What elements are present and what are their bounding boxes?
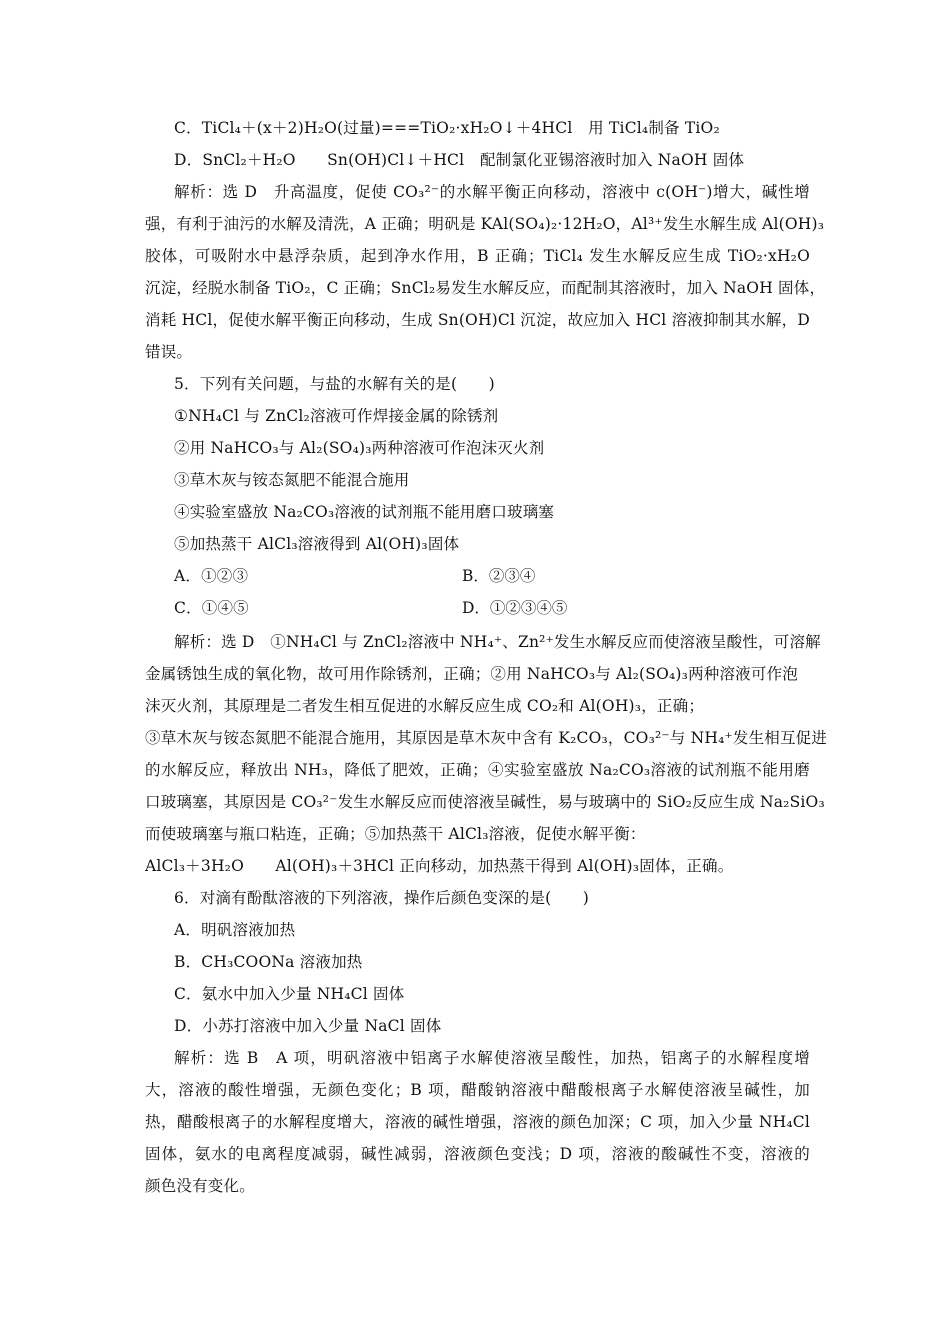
text-line: C．TiCl₄＋(x＋2)H₂O(过量)===TiO₂·xH₂O↓＋4HCl 用 TiCl₄制备 TiO₂ [174, 119, 720, 137]
text-line: 沫灭火剂，其原理是二者发生相互促进的水解反应生成 CO₂和 Al(OH)₃，正确； [145, 697, 705, 715]
text-line: ③草木灰与铵态氮肥不能混合施用 [174, 471, 410, 489]
text-line: 而使玻璃塞与瓶口粘连，正确；⑤加热蒸干 AlCl₃溶液，促使水解平衡： [145, 825, 646, 843]
text-line: 的水解反应，释放出 NH₃，降低了肥效，正确；④实验室盛放 Na₂CO₃溶液的试剂瓶不能用磨 [145, 761, 810, 779]
answer-option: A．①②③ [174, 567, 249, 585]
text-line: 解析：选 B A 项，明矾溶液中铝离子水解使溶液呈酸性，加热，铝离子的水解程度增 [174, 1049, 810, 1067]
text-line: 金属锈蚀生成的氧化物，故可用作除锈剂，正确；②用 NaHCO₃与 Al₂(SO₄)₃两种溶液可作泡 [145, 665, 798, 683]
text-line: ④实验室盛放 Na₂CO₃溶液的试剂瓶不能用磨口玻璃塞 [174, 503, 555, 521]
text-line: 解析：选 D ①NH₄Cl 与 ZnCl₂溶液中 NH₄⁺、Zn²⁺发生水解反应而使溶液呈酸性，可溶解 [174, 633, 821, 651]
text-line: 颜色没有变化。 [145, 1177, 255, 1195]
text-line: ②用 NaHCO₃与 Al₂(SO₄)₃两种溶液可作泡沫灭火剂 [174, 439, 545, 457]
text-line: A．明矾溶液加热 [174, 921, 296, 939]
text-line: D．SnCl₂＋H₂O Sn(OH)Cl↓＋HCl 配制氯化亚锡溶液时加入 NaOH 固体 [174, 151, 745, 169]
text-line: 口玻璃塞，其原因是 CO₃²⁻发生水解反应而使溶液呈碱性，易与玻璃中的 SiO₂反应生成 Na₂SiO₃ [145, 793, 825, 811]
text-line: 解析：选 D 升高温度，促使 CO₃²⁻的水解平衡正向移动，溶液中 c(OH⁻)增大，碱性增 [174, 183, 810, 201]
text-line: ⑤加热蒸干 AlCl₃溶液得到 Al(OH)₃固体 [174, 535, 460, 553]
answer-option: D．①②③④⑤ [462, 599, 568, 617]
text-line: 5．下列有关问题，与盐的水解有关的是( ) [174, 375, 495, 393]
text-line: ③草木灰与铵态氮肥不能混合施用，其原因是草木灰中含有 K₂CO₃，CO₃²⁻与 NH₄⁺发生相互促进 [145, 729, 828, 747]
text-line: 大，溶液的酸性增强，无颜色变化；B 项，醋酸钠溶液中醋酸根离子水解使溶液呈碱性，加 [145, 1081, 810, 1099]
text-line: 胶体，可吸附水中悬浮杂质，起到净水作用，B 正确；TiCl₄ 发生水解反应生成 TiO₂·xH₂O [145, 247, 810, 265]
answer-option: C．①④⑤ [174, 599, 249, 617]
text-line: 热，醋酸根离子的水解程度增大，溶液的碱性增强，溶液的颜色加深；C 项，加入少量 NH₄Cl [145, 1113, 810, 1131]
text-line: ①NH₄Cl 与 ZnCl₂溶液可作焊接金属的除锈剂 [174, 407, 499, 425]
text-line: 6．对滴有酚酞溶液的下列溶液，操作后颜色变深的是( ) [174, 889, 590, 907]
text-line: D．小苏打溶液中加入少量 NaCl 固体 [174, 1017, 442, 1035]
text-line: 沉淀，经脱水制备 TiO₂，C 正确；SnCl₂易发生水解反应，而配制其溶液时，加入 NaOH 固体， [145, 279, 826, 297]
answer-option: B．②③④ [462, 567, 536, 585]
text-line: B．CH₃COONa 溶液加热 [174, 953, 363, 971]
text-line: C．氨水中加入少量 NH₄Cl 固体 [174, 985, 405, 1003]
text-line: 固体，氨水的电离程度减弱，碱性减弱，溶液颜色变浅；D 项，溶液的酸碱性不变，溶液的 [145, 1145, 810, 1163]
text-line: 错误。 [145, 343, 193, 361]
text-line: AlCl₃＋3H₂O Al(OH)₃＋3HCl 正向移动，加热蒸干得到 Al(OH)₃固体，正确。 [145, 857, 734, 875]
text-line: 消耗 HCl，促使水解平衡正向移动，生成 Sn(OH)Cl 沉淀，故应加入 HCl 溶液抑制其水解，D [145, 311, 810, 329]
text-line: 强，有利于油污的水解及清洗，A 正确；明矾是 KAl(SO₄)₂·12H₂O，Al³⁺发生水解生成 Al(OH)₃ [145, 215, 825, 233]
